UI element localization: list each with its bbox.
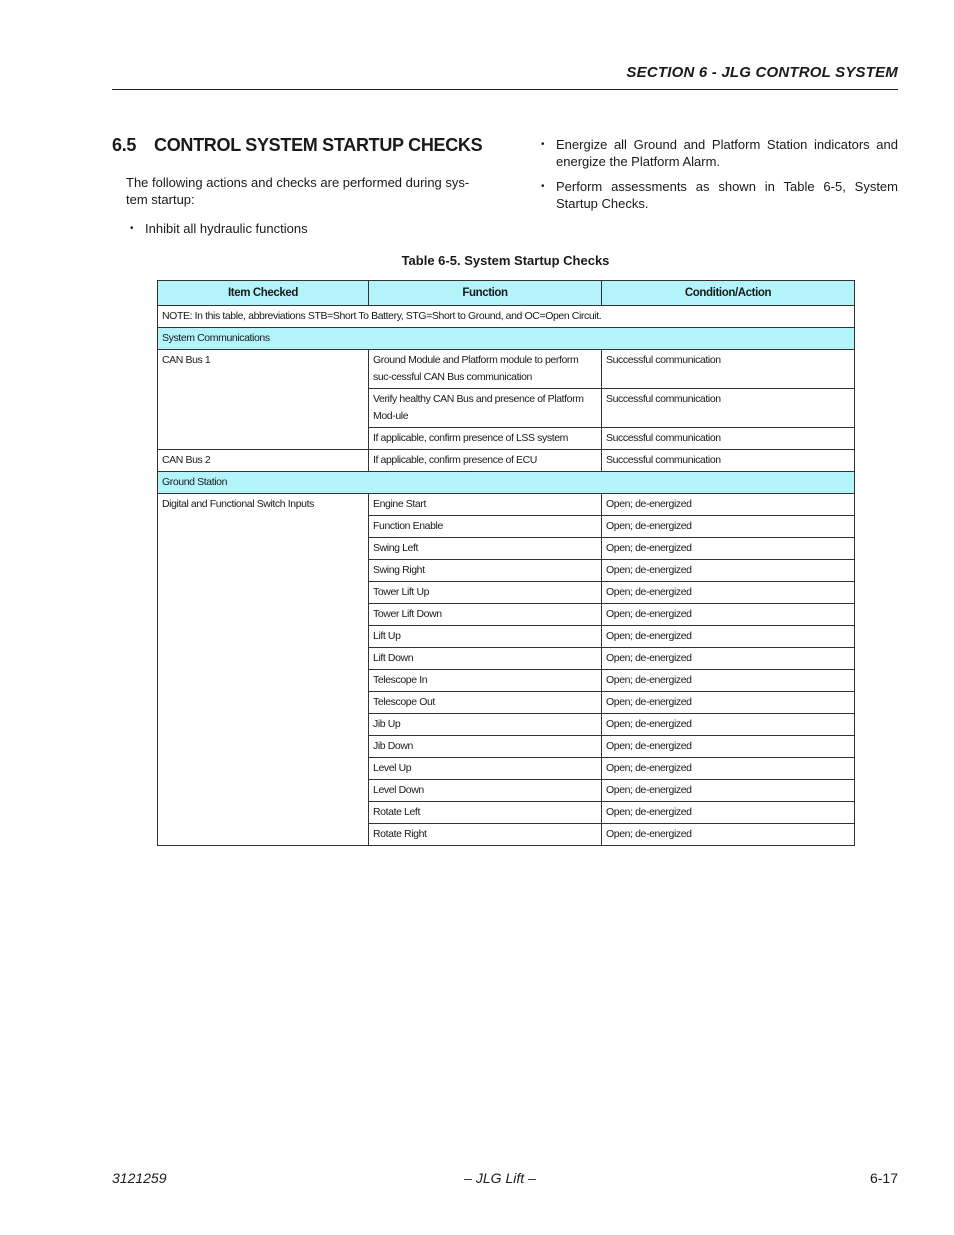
function-cell: Verify healthy CAN Bus and presence of Platform Mod-ule xyxy=(369,389,602,428)
function-cell: Function Enable xyxy=(369,516,602,538)
section-number: 6.5 xyxy=(112,135,137,155)
function-cell: Level Up xyxy=(369,758,602,780)
table-row xyxy=(158,350,855,389)
section-header-title: SECTION 6 - JLG CONTROL SYSTEM xyxy=(626,64,898,81)
condition-cell: Open; de-energized xyxy=(602,780,855,802)
header-condition: Condition/Action xyxy=(602,281,855,306)
function-cell: Jib Up xyxy=(369,714,602,736)
function-cell: Engine Start xyxy=(369,494,602,516)
right-bullet-list xyxy=(537,136,898,220)
footer-page-number: 6-17 xyxy=(869,1170,898,1186)
function-cell: Level Down xyxy=(369,780,602,802)
function-cell: Telescope In xyxy=(369,670,602,692)
function-cell: Swing Left xyxy=(369,538,602,560)
condition-cell: Open; de-energized xyxy=(602,692,855,714)
intro-paragraph: The following actions and checks are performed during sys-tem startup: xyxy=(126,175,470,207)
condition-cell: Open; de-energized xyxy=(602,494,855,516)
condition-cell: Open; de-energized xyxy=(602,802,855,824)
header-item-checked: Item Checked xyxy=(158,281,369,306)
function-cell: Ground Module and Platform module to perform suc-cessful CAN Bus communication xyxy=(369,350,602,389)
condition-cell: Open; de-energized xyxy=(602,560,855,582)
function-cell: Rotate Left xyxy=(369,802,602,824)
bullet-item: • Inhibit all hydraulic functions xyxy=(126,220,496,237)
item-cell: CAN Bus 2 xyxy=(158,450,369,472)
group-row-system-communications xyxy=(158,328,855,350)
condition-cell: Open; de-energized xyxy=(602,670,855,692)
function-cell: Tower Lift Down xyxy=(369,604,602,626)
group-label: Ground Station xyxy=(158,472,855,494)
footer-doc-number: 3121259 xyxy=(112,1170,167,1186)
header-function: Function xyxy=(369,281,602,306)
item-cell: Digital and Functional Switch Inputs xyxy=(158,494,369,846)
function-cell: If applicable, confirm presence of ECU xyxy=(369,450,602,472)
section-title: CONTROL SYSTEM STARTUP CHECKS xyxy=(154,135,483,155)
condition-cell: Open; de-energized xyxy=(602,604,855,626)
bullet-item: • Perform assessments as shown in Table 6-5, System Startup Checks. xyxy=(537,178,898,212)
function-cell: Lift Down xyxy=(369,648,602,670)
function-cell: If applicable, confirm presence of LSS system xyxy=(369,428,602,450)
function-cell: Rotate Right xyxy=(369,824,602,846)
table-row xyxy=(158,450,855,472)
note-row xyxy=(158,306,855,328)
condition-cell: Successful communication xyxy=(602,389,855,428)
table-header-row xyxy=(158,281,855,306)
group-label: System Communications xyxy=(158,328,855,350)
condition-cell: Open; de-energized xyxy=(602,648,855,670)
group-row-ground-station xyxy=(158,472,855,494)
condition-cell: Open; de-energized xyxy=(602,824,855,846)
startup-checks-table xyxy=(157,280,855,846)
condition-cell: Open; de-energized xyxy=(602,582,855,604)
condition-cell: Successful communication xyxy=(602,350,855,389)
footer-center-text: – JLG Lift – xyxy=(464,1170,536,1186)
table-row xyxy=(158,494,855,516)
left-bullet-list xyxy=(126,220,496,237)
function-cell: Lift Up xyxy=(369,626,602,648)
table-caption: Table 6-5. System Startup Checks xyxy=(401,253,610,268)
condition-cell: Open; de-energized xyxy=(602,714,855,736)
function-cell: Jib Down xyxy=(369,736,602,758)
condition-cell: Open; de-energized xyxy=(602,626,855,648)
header-rule xyxy=(112,89,898,90)
item-cell: CAN Bus 1 xyxy=(158,350,369,450)
condition-cell: Open; de-energized xyxy=(602,736,855,758)
note-cell: NOTE: In this table, abbreviations STB=Short To Battery, STG=Short to Ground, and OC=Open Circuit. xyxy=(158,306,855,328)
condition-cell: Successful communication xyxy=(602,450,855,472)
condition-cell: Open; de-energized xyxy=(602,516,855,538)
condition-cell: Open; de-energized xyxy=(602,758,855,780)
function-cell: Tower Lift Up xyxy=(369,582,602,604)
section-heading xyxy=(112,135,532,156)
function-cell: Swing Right xyxy=(369,560,602,582)
bullet-item: • Energize all Ground and Platform Station indicators and energize the Platform Alarm. xyxy=(537,136,898,170)
condition-cell: Successful communication xyxy=(602,428,855,450)
condition-cell: Open; de-energized xyxy=(602,538,855,560)
function-cell: Telescope Out xyxy=(369,692,602,714)
